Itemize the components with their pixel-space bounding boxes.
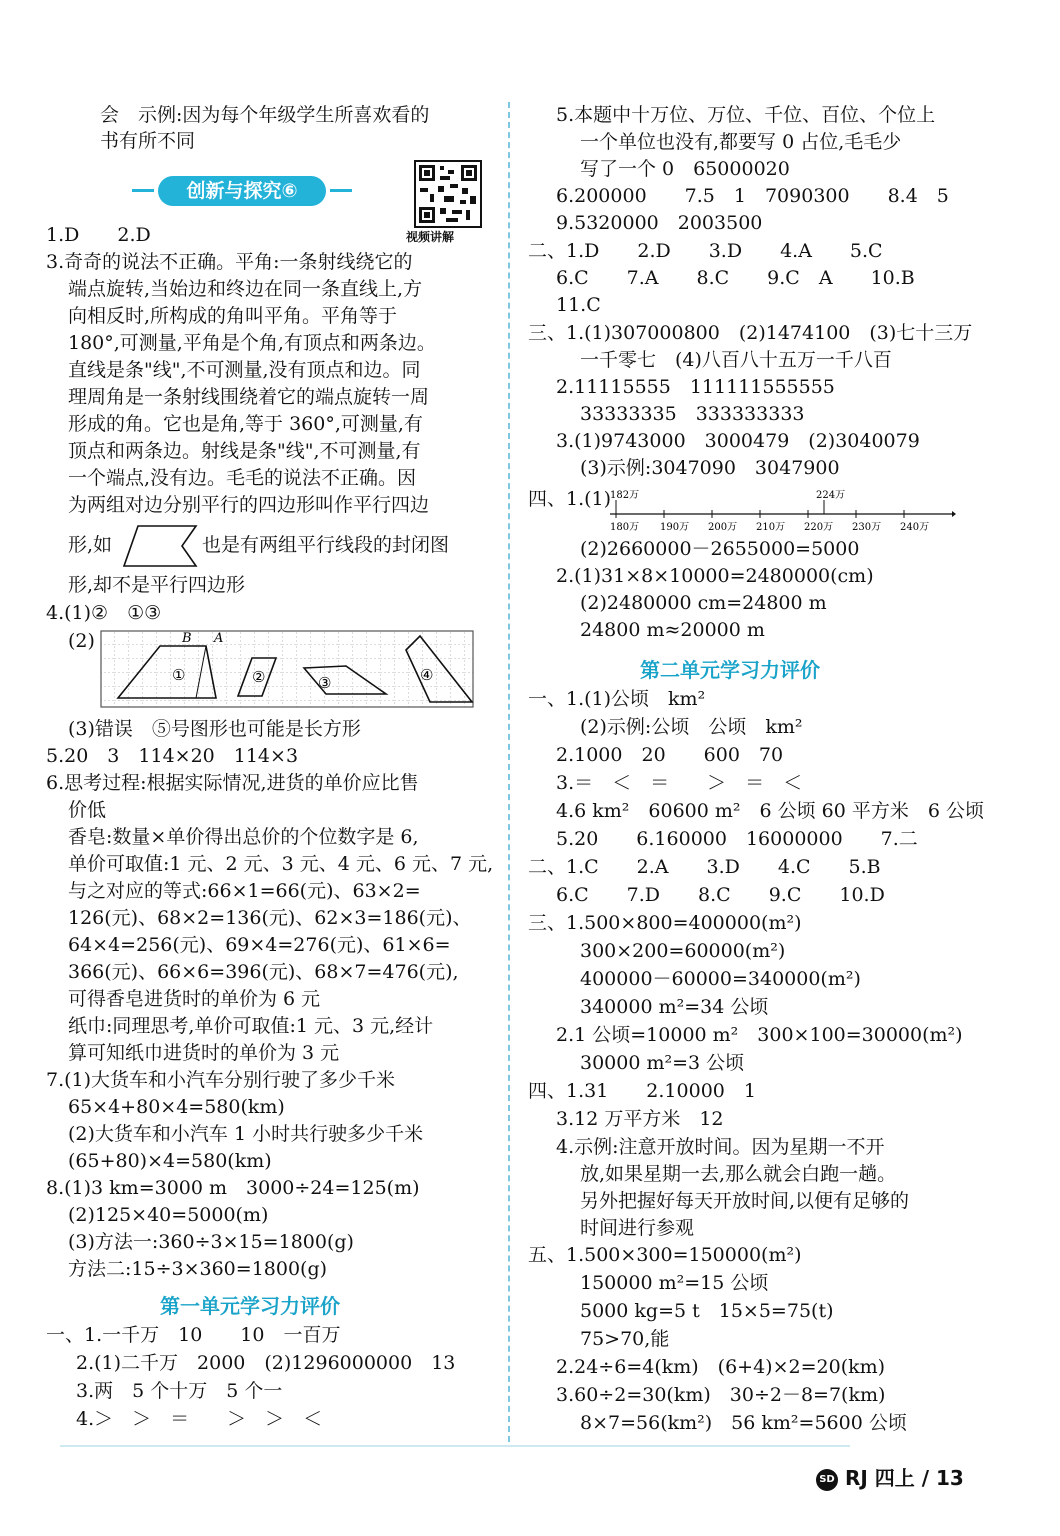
answer-line: 方法二:15÷3×360=1800(g) [68,1258,328,1280]
answer-line: 单价可取值:1 元、2 元、3 元、4 元、6 元、7 元, [68,853,494,875]
grid-label-b: B [182,631,192,646]
mark-label: 182万 [610,490,640,501]
tick-label: 240万 [900,522,930,533]
answer-line: (2)2480000 cm=24800 m [580,592,827,614]
answer-line: 价低 [68,799,107,821]
answer-line: 向相反时,所构成的角叫平角。平角等于 [68,305,398,327]
answer-line: 2.1 公顷=10000 m² 300×100=30000(m²) [556,1024,963,1046]
answer-line: 一、1.(1)公顷 km² [528,688,706,710]
answer-line: 一个端点,没有边。毛毛的说法不正确。因 [68,467,417,489]
answer-line: 9.5320000 2003500 [556,212,763,234]
answer-line: (2)2660000－2655000=5000 [580,538,860,560]
answer-line: 3.(1)9743000 3000479 (2)3040079 [556,430,920,452]
pentagon-shape-icon [118,522,200,570]
answer-line: 75>70,能 [580,1328,670,1350]
answer-line: 366(元)、66×6=396(元)、68×7=476(元), [68,961,459,983]
answer-line: 三、1.(1)307000800 (2)1474100 (3)七十三万 [528,322,973,344]
intro-line-2: 书有所不同 [100,130,196,152]
answer-line: 2.(1)31×8×10000=2480000(cm) [556,565,874,587]
answer-line: 一、1.一千万 10 10 一百万 [46,1324,341,1346]
answer-line: 放,如果星期一去,那么就会白跑一趟。 [580,1163,897,1185]
answer-line: 300×200=60000(m²) [580,940,786,962]
answer-line: 一个单位也没有,都要写 0 占位,毛毛少 [580,131,902,153]
answer-line: 端点旋转,当始边和终边在同一条直线上,方 [68,278,423,300]
answer-line: 400000－60000=340000(m²) [580,968,861,990]
answer-line: 7.(1)大货车和小汽车分别行驶了多少千米 [46,1069,396,1091]
answer-line: 香皂:数量×单价得出总价的个位数字是 6, [68,826,419,848]
qr-label: 视频讲解 [406,230,455,244]
answer-line: 8.(1)3 km=3000 m 3000÷24=125(m) [46,1177,420,1199]
answer-line: 6.C 7.A 8.C 9.C A 10.B [556,267,915,289]
answer-line: (2) [68,630,95,652]
answer-line: 算可知纸巾进货时的单价为 3 元 [68,1042,340,1064]
banner-title: 创新与探究⑥ [158,176,326,206]
grid-label-3: ③ [318,674,332,692]
answer-line: (3)错误 ⑤号图形也可能是长方形 [68,718,361,740]
answer-line: 33333335 333333333 [580,403,805,425]
answer-line: 24800 m≈20000 m [580,619,765,641]
answer-line: 5.本题中十万位、万位、千位、百位、个位上 [556,104,936,126]
unit2-heading: 第二单元学习力评价 [640,658,820,682]
grid-label-2: ② [252,668,266,686]
answer-line: 与之对应的等式:66×1=66(元)、63×2= [68,880,421,902]
answer-line: 直线是条"线",不可测量,没有顶点和边。同 [68,359,421,381]
answer-line: 三、1.500×800=400000(m²) [528,912,802,934]
answer-line: 6.200000 7.5 1 7090300 8.4 5 [556,185,949,207]
answer-line: 另外把握好每天开放时间,以便有足够的 [580,1190,910,1212]
answer-line: 顶点和两条边。射线是条"线",不可测量,有 [68,440,421,462]
answer-line: 2.(1)二千万 2000 (2)1296000000 13 [76,1352,456,1374]
tick-label: 230万 [852,522,882,533]
answer-line: (3)示例:3047090 3047900 [580,457,840,479]
page-number: RJ 四上 / 13 [844,1466,964,1490]
grid-figure [100,630,476,710]
answer-line: 3.两 5 个十万 5 个一 [76,1380,283,1402]
answer-line: 3.＝ ＜ ＝ ＞ ＝ ＜ [556,772,803,794]
answer-line: 纸巾:同理思考,单价可取值:1 元、3 元,经计 [68,1015,434,1037]
answer-line: 为两组对边分别平行的四边形叫作平行四边 [68,494,430,516]
answer-line: 形成的角。它也是角,等于 360°,可测量,有 [68,413,423,435]
answer-line: (2)大货车和小汽车 1 小时共行驶多少千米 [68,1123,424,1145]
answer-line: 可得香皂进货时的单价为 6 元 [68,988,321,1010]
answer-line: 2.11115555 111111555555 [556,376,835,398]
answer-line: 也是有两组平行线段的封闭图 [202,534,450,556]
answer-line: 5.20 6.160000 16000000 7.二 [556,828,918,850]
answer-line: (2)示例:公顷 公顷 km² [580,716,803,738]
answer-line: 340000 m²=34 公顷 [580,996,769,1018]
answer-line: (2)125×40=5000(m) [68,1204,269,1226]
answer-line: 5000 kg=5 t 15×5=75(t) [580,1300,834,1322]
answer-line: 理周角是一条射线围绕着它的端点旋转一周 [68,386,430,408]
answer-line: 11.C [556,294,601,316]
answer-line: 四、1.31 2.10000 1 [528,1080,756,1102]
answer-line: 4.＞ ＞ ＝ ＞ ＞ ＜ [76,1408,323,1430]
answer-line: 4.示例:注意开放时间。因为星期一不开 [556,1136,885,1158]
answer-line: 4.6 km² 60600 m² 6 公顷 60 平方米 6 公顷 [556,800,985,822]
answer-line: 126(元)、68×2=136(元)、62×3=186(元)、 [68,907,472,929]
answer-line: 3.12 万平方米 12 [556,1108,724,1130]
answer-line: 65×4+80×4=580(km) [68,1096,285,1118]
column-divider [508,102,510,1442]
answer-line: 3.奇奇的说法不正确。平角:一条射线绕它的 [46,251,413,273]
tick-label: 190万 [660,522,690,533]
answer-line: 2.24÷6=4(km) (6+4)×2=20(km) [556,1356,886,1378]
answer-line: 2.1000 20 600 70 [556,744,784,766]
mark-label: 224万 [816,490,846,501]
intro-line-1: 会 示例:因为每个年级学生所喜欢看的 [100,104,430,126]
footer-rule [60,1445,850,1447]
answer-line: 180°,可测量,平角是个角,有顶点和两条边。 [68,332,436,354]
answer-line: 写了一个 0 65000020 [580,158,790,180]
answer-line: 4.(1)② ①③ [46,602,162,624]
answer-line: 二、1.C 2.A 3.D 4.C 5.B [528,856,881,878]
answer-line: 形,却不是平行四边形 [68,574,246,596]
grid-label-a: A [214,631,224,646]
tick-label: 210万 [756,522,786,533]
publisher-badge-icon: SD [816,1469,838,1491]
page-footer [816,1462,964,1491]
answer-line: 3.60÷2=30(km) 30÷2－8=7(km) [556,1384,886,1406]
answer-line: 1.D 2.D [46,224,151,246]
answer-line: 30000 m²=3 公顷 [580,1052,745,1074]
answer-line: (3)方法一:360÷3×15=1800(g) [68,1231,354,1253]
tick-label: 220万 [804,522,834,533]
answer-line: 6.思考过程:根据实际情况,进货的单价应比售 [46,772,419,794]
answer-line: 6.C 7.D 8.C 9.C 10.D [556,884,885,906]
grid-label-4: ④ [420,666,434,684]
answer-line: 5.20 3 114×20 114×3 [46,745,299,767]
answer-line: 四、1.(1) [528,488,612,510]
answer-line: 150000 m²=15 公顷 [580,1272,769,1294]
unit1-heading: 第一单元学习力评价 [160,1294,340,1318]
tick-label: 180万 [610,522,640,533]
answer-line: 8×7=56(km²) 56 km²=5600 公顷 [580,1412,907,1434]
answer-line: 五、1.500×300=150000(m²) [528,1244,802,1266]
answer-line: 二、1.D 2.D 3.D 4.A 5.C [528,240,883,262]
answer-line: 时间进行参观 [580,1217,695,1239]
answer-line: 64×4=256(元)、69×4=276(元)、61×6= [68,934,451,956]
number-line [606,486,956,534]
tick-label: 200万 [708,522,738,533]
answer-line: 形,如 [68,534,113,556]
answer-line: 一千零七 (4)八百八十五万一千八百 [580,349,892,371]
qr-code-icon [414,160,482,228]
answer-line: (65+80)×4=580(km) [68,1150,272,1172]
section-banner [132,172,352,210]
grid-label-1: ① [172,666,186,684]
